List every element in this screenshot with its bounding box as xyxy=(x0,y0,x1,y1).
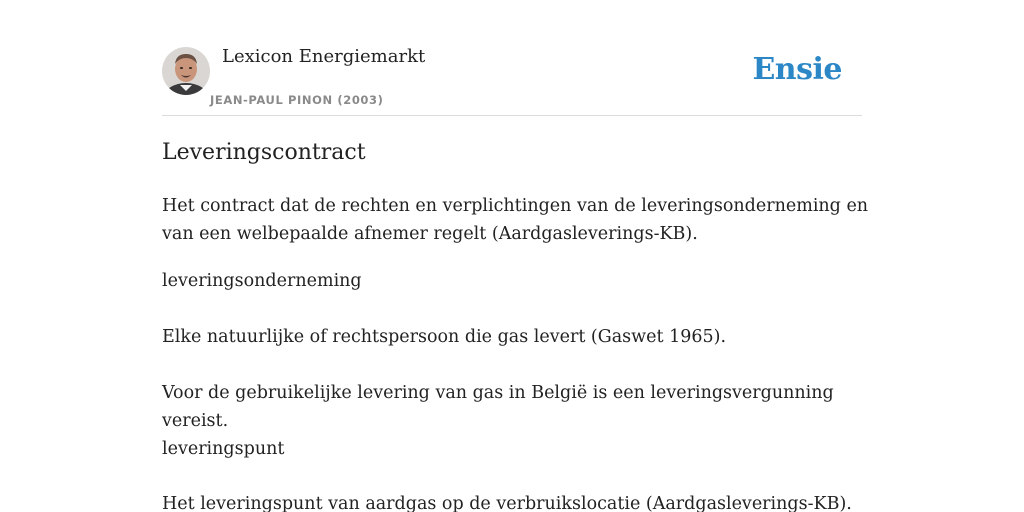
entry-paragraph: leveringsonderneming xyxy=(162,271,362,291)
entry-paragraph: leveringspunt xyxy=(162,439,285,459)
author-portrait-icon xyxy=(162,47,210,95)
ensie-logo[interactable]: Ensie xyxy=(752,52,842,87)
book-header xyxy=(162,0,862,116)
entry-paragraph: Elke natuurlijke of rechtspersoon die gas levert (Gaswet 1965). xyxy=(162,327,727,347)
author-avatar[interactable] xyxy=(162,47,210,95)
entry-title: Leveringscontract xyxy=(162,140,366,165)
page-container xyxy=(162,0,869,512)
entry-paragraph: Voor de gebruikelijke levering van gas in België is een leveringsvergunning vereist. xyxy=(162,383,834,431)
entry-paragraph: Het contract dat de rechten en verplichtingen van de leveringsonderneming en van een welbepaalde afnemer regelt (Aardgasleverings-KB). xyxy=(162,196,869,244)
book-author[interactable]: JEAN-PAUL PINON (2003) xyxy=(210,93,384,107)
entry-paragraph: Het leveringspunt van aardgas op de verbruikslocatie (Aardgasleverings-KB). xyxy=(162,494,852,512)
book-title[interactable]: Lexicon Energiemarkt xyxy=(222,46,426,67)
